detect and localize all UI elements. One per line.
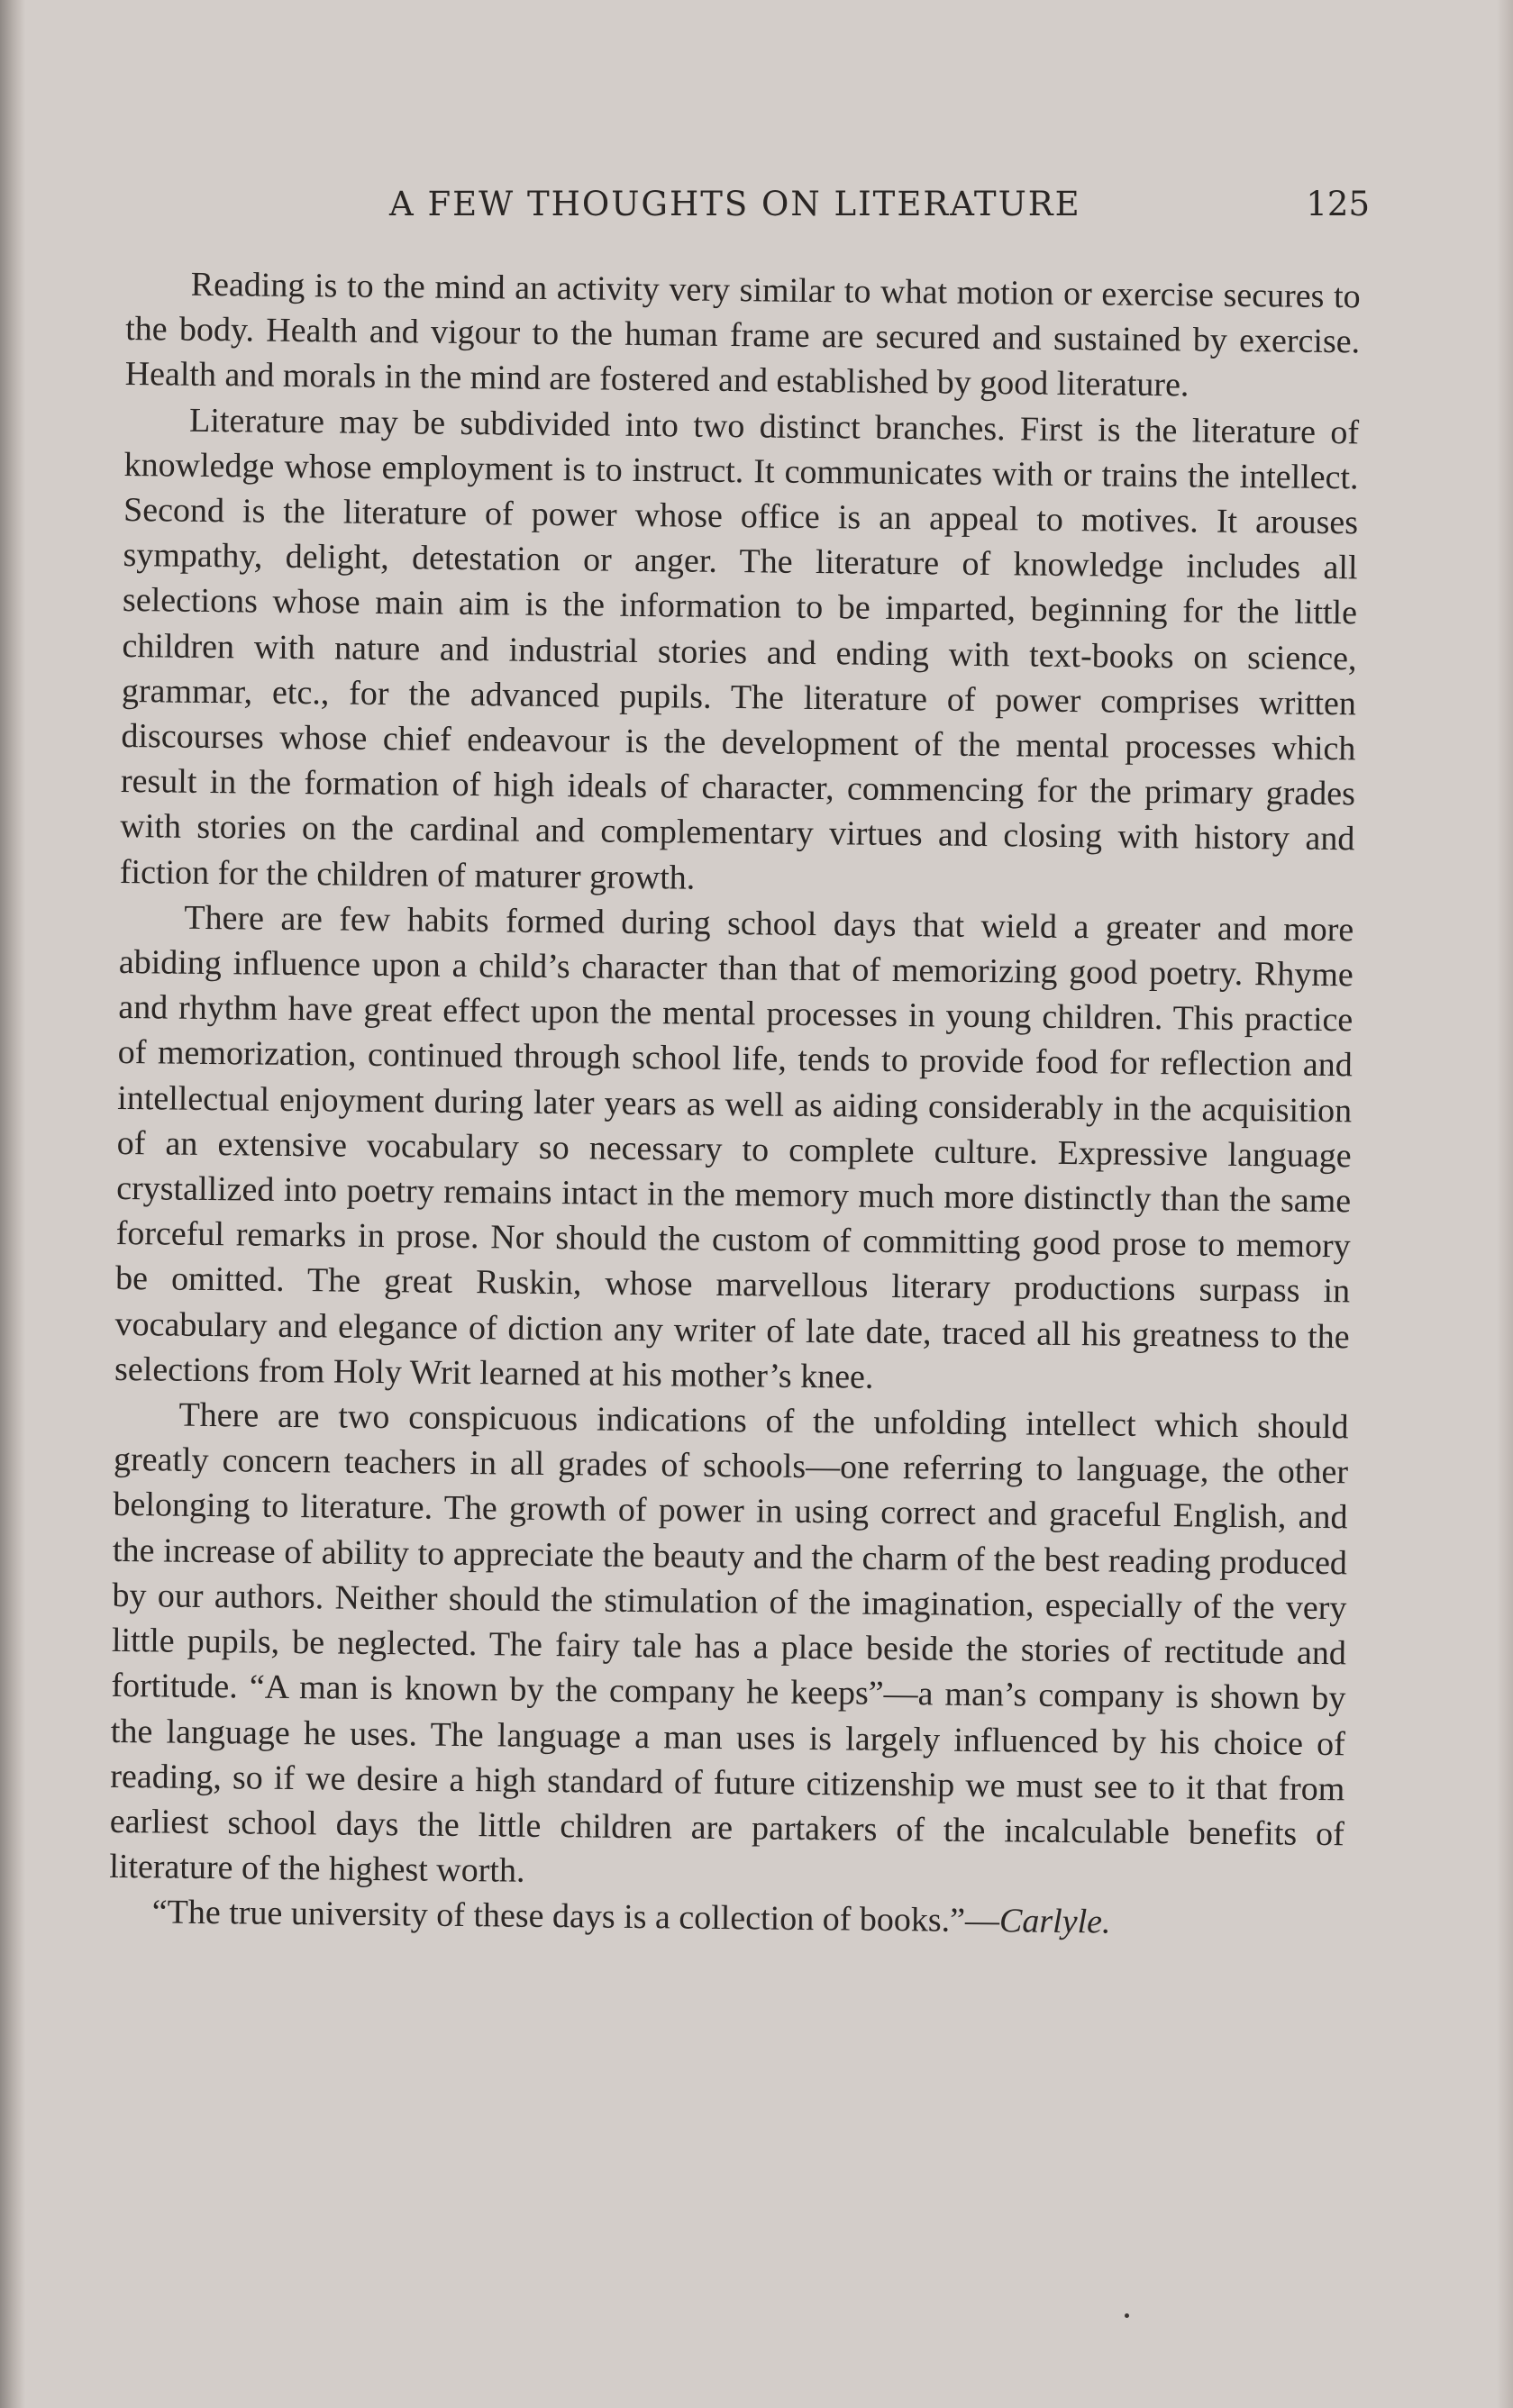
closing-quote-text: “The true university of these days is a collection of books.”— [151,1893,1000,1940]
page-number: 125 [1306,185,1370,223]
running-head [126,185,1370,239]
paragraph: Literature may be subdivided into two distinct branches. First is the literature of knowledge whose employment is to instruct. It communicates with or trains the intellect. Second is the literature of power whose office is an appeal to motives. It arouses sympathy, delight, detestation or anger. The literature of knowledge includes all selections whose main aim is the information to be imparted, beginning for the little children with nature and industrial stories and ending with text-books on science, grammar, etc., for the advanced pupils. The literature of power comprises written discourses whose chief endeavour is the development of the mental processes which result in the formation of high ideals of character, commencing for the primary grades with stories on the cardinal and complementary virtues and closing with history and fiction for the children of maturer growth. [119,401,1360,897]
quote-attribution: Carlyle. [998,1902,1111,1941]
paper-speck [1125,2313,1129,2318]
paragraph: There are few habits formed during school days that wield a greater and more abiding influence upon a child’s character than that of memorizing good poetry. Rhyme and rhythm have great effect upon the mental processes in young children. This practice of memorization, continued through school life, tends to provide food for reflection and intellectual enjoyment during later years as well as aiding considerably in the acquisition of an extensive vocabulary so necessary to complete culture. Expressive language crystallized into poetry remains intact in the memory much more distinctly than the same forceful remarks in prose. Nor should the custom of committing good prose to memory be omitted. The great Ruskin, whose marvellous literary productions surpass in vocabulary and elegance of diction any writer of late date, traced all his greatness to the selections from Holy Writ learned at his mother’s knee. [114,898,1354,1396]
paragraph: There are two conspicuous indications of the unfolding intellect which should greatly concern teachers in all grades of schools—one referring to language, the other belonging to literature. The growth of power in using correct and graceful English, and the increase of ability to appreciate the beauty and the charm of the best reading produced by our authors. Neither should the stimulation of the imagination, especially of the very little pupils, be neglected. The fairy tale has a place beside the stories of rectitude and fortitude. “A man is known by the company he keeps”—a man’s company is shown by the language he uses. The language a man uses is largely influenced by his choice of reading, so if we desire a high standard of future citizenship we must see to it that from earliest school days the little children are partakers of the incalculable benefits of literature of the highest worth. [109,1395,1349,1890]
page-edge [1497,0,1513,2408]
gutter-shadow [0,0,25,2408]
running-title: A FEW THOUGHTS ON LITERATURE [389,185,1081,223]
body-text [109,261,1361,1948]
paragraph: Reading is to the mind an activity very similar to what motion or exercise secures to the body. Health and vigour to the human frame are secured and sustained by exercise. Health and morals in the mind are fostered and established by good literature. [124,265,1361,404]
